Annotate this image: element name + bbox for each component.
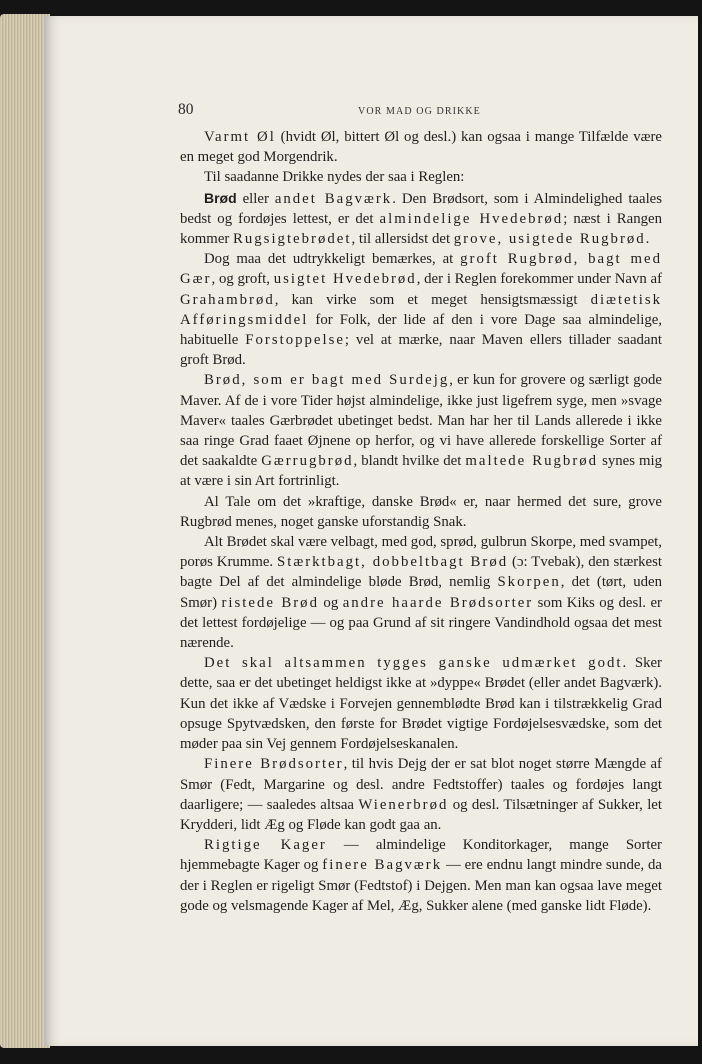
page-header <box>178 101 674 121</box>
running-head: VOR MAD OG DRIKKE <box>358 106 481 117</box>
book-page-edges <box>0 14 50 1048</box>
page-number: 80 <box>178 101 194 118</box>
paragraph-kager: Rigtige Kager — almindelige Konditorkager, mange Sorter hjemmebagte Kager og finere Bagværk — ere endnu langt mindre sunde, da der i Reglen er rigeligt Smør (Fedtstof) i Dejgen. Men man kan ogsaa lave meget gode og velsmagende Kager af Mel, Æg, Sukker alene (med ganske lidt Fløde). <box>180 837 662 914</box>
body-text <box>180 127 662 916</box>
paragraph-tygges: Det skal altsammen tygges ganske udmærket godt. Sker dette, saa er det ubetinget heldigst ikke at »dyppe« Brødet (eller andet Bagværk). Kun det ikke af Vædske i Forvejen gennemblødte Brød kan i tilstrækkelig Grad opsuge Spytvædsken, den første for Brødet vigtige Fordøjelsesvædske, som det møder paa sin Vej gennem Fordøjelseskanalen. <box>180 655 662 753</box>
paragraph-varmt-ol: Varmt Øl (hvidt Øl, bittert Øl og desl.) kan ogsaa i mange Tilfælde være en meget god Morgendrik. <box>180 129 662 166</box>
paragraph-finere-brodsorter: Finere Brødsorter, til hvis Dejg der er sat blot noget større Mængde af Smør (Fedt, Margarine og desl. andre Fedtstoffer) taales og fordøjes langt daarligere; — saaledes altsaa Wienerbrød og desl. Tilsætninger af Sukker, let Krydderi, lidt Æg og Fløde kan godt gaa an. <box>180 756 662 833</box>
paragraph-kraftige-brod: Al Tale om det »kraftige, danske Brød« er, naar hermed det sure, grove Rugbrød menes, noget ganske uforstandig Snak. <box>180 493 662 530</box>
paragraph-groft-rugbrod: Dog maa det udtrykkeligt bemærkes, at groft Rugbrød, bagt med Gær, og groft, usigtet Hvedebrød, der i Reglen forekommer under Navn af Grahambrød, kan virke som et meget hensigtsmæssigt diætetisk Afføringsmiddel for Folk, der lide af den i vore Dage saa almindelige, habituelle Forstoppelse; vel at mærke, naar Maven ellers tillader saadant groft Brød. <box>180 251 662 369</box>
paragraph-velbagt: Alt Brødet skal være velbagt, med god, sprød, gulbrun Skorpe, med svampet, porøs Krumme. Stærktbagt, dobbeltbagt Brød (ɔ: Tvebak), den stærkest bagte Del af det almindelige bløde Brød, nemlig Skorpen, det (tørt, uden Smør) ristede Brød og andre haarde Brødsorter som Kiks og desl. er det lettest fordøjelige — og paa Grund af sit ringere Vandindhold ogsaa det mest nærende. <box>180 534 662 652</box>
paragraph-surdejg: Brød, som er bagt med Surdejg, er kun for grovere og særligt gode Maver. Af de i vore Tider højst almindelige, ikke just ligefrem syge, men »svage Maver« taales Gærbrødet ubetinget bedst. Man har her til Lands allerede i ikke saa ringe Grad faaet Øjnene op herfor, og vi have allerede forskellige Sorter af det saakaldte Gærrugbrød, blandt hvilke det maltede Rugbrød synes mig at være i sin Art fortrinligt. <box>180 372 662 490</box>
paragraph-intro: Til saadanne Drikke nydes der saa i Reglen: <box>204 169 465 186</box>
paragraph-brod: Brød eller andet Bagværk. Den Brødsort, som i Almindelighed taales bedst og fordøjes lettest, er det almindelige Hvedebrød; næst i Rangen kommer Rugsigtebrødet, til allersidst det grove, usigtede Rugbrød. <box>180 189 663 248</box>
